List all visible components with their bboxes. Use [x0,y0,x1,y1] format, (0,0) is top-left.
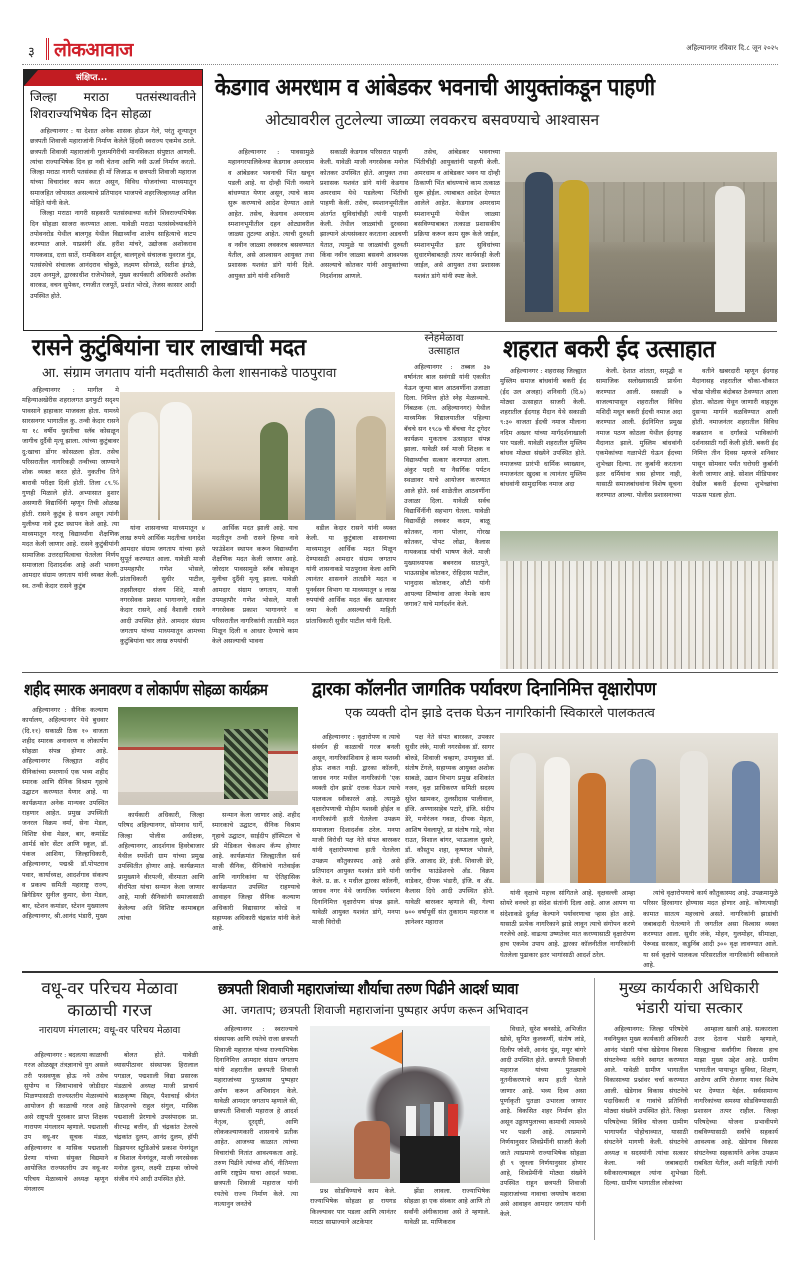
shivaji-subheadline: आ. जगताप; छत्रपती शिवाजी महाराजांना पुष्पहार अर्पण करून अभिवादन [222,1003,529,1017]
bhandari-column-2: आम्हाला खात्री आहे. सत्काराला उत्तर देताना भंडारी म्हणाले, जिल्ह्याचा सर्वांगीण विकास हाच माझा मुख्य उद्देश आहे. ग्रामीण भागातील पायाभूत सुविधा, शिक्षण, आरोग्य आणि रोजगार यावर विशेष भर देण्यात येईल. सर्वसामान्य नागरिकांच्या समस्या सोडविण्यासाठी प्रशासन तत्पर राहील. जिल्हा परिषदेच्या योजना प्रभावीपणे राबविण्यासाठी सर्वांचे सहकार्य आवश्यक आहे. खेडेगाव विकास संघटनेच्या सहकार्याने अनेक उपक्रम राबविता येतील, अशी माहिती त्यांनी दिली. [694,1025,778,1178]
eid-column-1: अहिल्यानगर : शहरासह जिल्ह्यात मुस्लिम समाज बांधवांनी बकरी ईद (ईद उल अजहा) शनिवारी (दि.७) मोठ्या उत्साहात साजरी केली. शहरातील ईदगाह मैदान येथे सकाळी ९:३० वाजता ईदची नमाज मौलाना नदिम अख्तर यांच्या मार्गदर्शनाखाली पार पडली. यावेळी शहरातील मुस्लिम बांधव मोठ्या संख्येने उपस्थित होते. नमाजच्या प्रारंभी धार्मिक व्याख्यान, नमाजनंतर खुदबा व त्यानंतर मुस्लिम बांधवांनी सामुदायिक नमाज अदा [500,367,586,489]
rasne-column-3: आर्थिक मदत झाली आहे. याच मदतीतून तन्वी रासने हिच्या नावे फाउंडेशन स्थापन करून विद्यार्थ्यांना शैक्षणिक मदत केली जाणार आहे. जोरदार पावसामुळे स्लॅब कोसळून मुलीचा दुर्दैवी मृत्यू झाला. यावेळी आमदार संग्राम जगताप, माजी उपमहापौर गणेश भोसले, माजी नगरसेवक प्रकाश भागानगरे व परिसरातील नागरिकांनी तातडीने मदत मिळून दिली व आधार देण्याचे काम केले असल्याची भावना [212,524,298,646]
photo-person [356,416,386,520]
photo-person [559,180,589,312]
bhandari-column-1: अहिल्यानगर: जिल्हा परिषदेचे नवनियुक्त मुख्य कार्यकारी अधिकारी आनंद भंडारी यांचा खेडेगाव विकास संघटनेच्या वतीने स्वागत करण्यात आले. यावेळी ग्रामीण भागातील विकासाच्या प्रश्नांवर चर्चा करण्यात आली. खेडेगाव विकास संघटनेचे पदाधिकारी व गावांचे प्रतिनिधी मोठ्या संख्येने उपस्थित होते. जिल्हा परिषदेच्या विविध योजना ग्रामीण भागापर्यंत पोहोचाव्यात, यासाठी संघटनेने मागणी केली. संघटनेचे अध्यक्ष व सदस्यांनी त्यांचा सत्कार केला. नवी जबाबदारी स्वीकारल्याबद्दल त्यांना शुभेच्छा दिल्या. ग्रामीण भागातील लोकांच्या [604,1025,688,1188]
lead-subheadline: ओट्यावरील तुटलेल्या जाळ्या लवकरच बसवण्याचे आश्वासन [265,111,600,129]
photo-person [305,408,335,520]
shivaji-column-3: झेंडा लावला. राज्याभिषेक सोहळा हा एक संस्कार आहे आणि तो सर्वांनी अंगीकारावा असे ते म्हणाले. यावेळी प्रा. माणिकराव [404,1187,490,1226]
photo-person [630,759,656,883]
shivaji-column-1: अहिल्यानगर : स्वराज्याचे संस्थापक आणि रयतेचे राजा छत्रपती शिवाजी महाराज यांच्या राज्याभिषेक दिनानिमित्त आमदार संग्राम जगताप यांनी शहरातील छत्रपती शिवाजी महाराजांच्या पुतळ्यास पुष्पहार अर्पण करून अभिवादन केले. यावेळी आमदार जगताप म्हणाले की, छत्रपती शिवाजी महाराज हे आदर्श नेतृत्व, दूरदृष्टी, आणि लोककल्याणकारी शासनाचे प्रतीक आहेत. आजच्या काळात त्यांच्या विचारांची नितांत आवश्यकता आहे. तरुण पिढीने त्यांच्या शौर्य, नीतिमत्ता आणि राष्ट्रप्रेम याचा आदर्श घ्यावा. छत्रपती शिवाजी महाराज यांनी रयतेचे राज्य निर्माण केले. त्या नात्यानुन जनतेचे [214,1025,298,1209]
memorial-building-photo [118,707,298,805]
brand-logo: लोकआवाज [54,39,133,61]
rasne-column-2: यांना शासनाच्या माध्यमातून ४ लाख रुपये आर्थिक मदतीचा धनादेश आमदार संग्राम जगताप यांच्या हस्ते सुपूर्त करण्यात आला. यावेळी माजी उपमहापौर गणेश भोसले, प्रांताधिकारी सुधीर पाटील, तहसीलदार संजय शिंदे, माजी नगरसेवक प्रकाश भागानगरे, वडील केदार रासने, आई वैशाली रासने आदी उपस्थित होते. आमदार संग्राम जगताप यांच्या माध्यमातून आमच्या कुटुंबियांना चार लाख रुपयांची [120,524,205,646]
rasne-column-4: वडील केदार रासने यांनी व्यक्त केली. या कुटुंबाला शासनाच्या माध्यमातून आर्थिक मदत मिळून देण्यासाठी आमदार संग्राम जगताप यांनी शासनाकडे पाठपुरावा केला आणि त्यानंतर शासनाने तातडीने मदत व पुनर्वसन विभाग या माध्यमातून ४ लाख रुपयांची आर्थिक मदत बँक खात्यावर जमा केली असल्याची माहिती प्रांताधिकारी सुधीर पाटील यांनी दिली. [306,524,396,625]
photo-person [715,186,745,312]
brief-corner [24,70,38,86]
photo-person [128,412,158,520]
shivaji-column-2: प्रश्न सोडविण्याचे काम केले. राज्याभिषेक सोहळा हा रायगड किल्ल्यावर पार पडला आणि त्यानंतर मराठा साम्राज्याने अटकेपार [310,1187,396,1226]
brief-paragraph: अहिल्यानगर : या देशात अनेक शासक होऊन गेले, परंतु शून्यातून छत्रपती शिवाजी महाराजांनी निर्माण केलेले हिंदवी स्वराज्य एकमेव ठरले. छत्रपती शिवाजी महाराजांनी गुलामगिरीची मानसिकता संपुष्टात आणली. त्यांचा राज्याभिषेक दिन हा नवी चेतना आणि नवी ऊर्जा निर्माण करतो. जिल्हा मराठा नागरी पतसंस्था ही माँ जिजाऊ व छत्रपती शिवाजी महाराज यांच्या विचारांवर काम करत असून, विविध योजनांच्या माध्यमातून समाजहित जोपासत असल्याचे प्रतिपादन भाजपचे शहरजिल्हाध्यक्ष अनिल मोहिते यांनी केले. [30,127,197,208]
photo-person [406,1106,416,1136]
section-rule [215,331,777,332]
photo-crowd [500,561,778,669]
dwarka-column-2: पक्ष नेते संपत बारस्कर, उपकार सुधीर लंके, माजी नगरसेवक डॉ. सागर बोरुडे, शिवाजी चव्हाण, उपायुक्त डॉ. संतोष टेंगले, सहाय्यक आयुक्त अशोक साबळे, उद्यान विभाग प्रमुख शशिकांत नजन, वृक्ष प्राधिकरण समिती सदस्य सुरेश खामकर, तुलसीदास पालीवाल, इंजि. अण्णासाहेब पटारे, इंजि. संदीप डेरे, मनोरंजन गवळ, दीपक मेहता, आशिष येवलापूरे, प्रा संतोष गाडे, नरेश राउत, विशाल बांगर, भाऊलाल सुसरे, डॉ. कौस्तुभ शहा, कृष्णाल भोसले, इंजि. आजाद डेरे, इंजी. शिवाजी डेरे, जागीच फाउंडेशनचे अ‍ॅड. विक्रम वाडेकर, दीपक भंडारी, इंजि. व अ‍ॅड. कैलास दिघे आदी उपस्थित होते. यावेळी बारस्कर म्हणाले की, गेल्या ७०० वर्षापूर्वी संत तुकाराम महाराज व ज्ञानेश्वर महाराज [405,733,494,927]
saffron-flag [370,1032,402,1064]
vadhu-headline-line2: काळाची गरज [67,1001,152,1021]
horse-statue [354,1121,390,1179]
section-rule [22,971,778,973]
photo-person [510,753,536,883]
brief-body [24,123,202,323]
lead-column-2: सकाळी केडगाव परिसरात पाहणी केली. यावेळी माजी नगरसेवक मनोज कोतकर उपस्थित होते. आयुक्त तथा प्रशासक यशवंत डांगे यांनी केडगाव अमरधाम येथे पडलेल्या भिंतीची पाहणी केली. तसेच, स्मशानभूमीतील अंतर्गत सुविधांचीही त्यांनी पाहणी केली. तेथील जाळ्यांची दुरवस्था झाल्याने अंत्यसंस्कार करताना अडचणी येतात, त्यामुळे या जाळ्यांची दुरुस्ती किंवा नवीन जाळ्या बसवणे आवश्यक असल्याचे कोतकर यांनी आयुक्तांच्या निदर्शनास आणले. [320,148,408,280]
dwarka-column-4: त्यांचे वृक्षारोपणाचे कार्य कौतुकास्पद आहे. उपक्रमामुळे परिसर हिरवागार होण्यास मदत होणार आहे. कोणत्याही कामात सातत्य महत्त्वाचे असते. नागरिकांनी झाडांची जबाबदारी घेतल्याने ती जगतील असा विश्वास व्यक्त करण्यात आला. सुधीर लंके, मोहन, गुलमोहर, सीमाक्षा, पेरूवड सरकार, कडुनिंब आदी ३०० वृक्ष लावण्यात आले. या सर्व वृक्षांचे पालकत्व परिसरातील नागरिकांनी स्वीकारले आहे. [643,889,778,970]
eid-column-2: केली. देशात शांतता, समृद्धी व सामाजिक सलोख्यासाठी प्रार्थना करण्यात आली. सकाळी ७ वाजल्यापासून शहरातील विविध मशिदी मधून बकरी ईदची नमाज अदा करण्यात आली. ईदनिमित्त प्रमुख नमाज पठण कोठला येथील ईदगाह मैदानात झाले. मुस्लिम बांधवांनी एकमेकांच्या गळाभेटी घेऊन ईदच्या शुभेच्छा दिल्या. तर कुर्बानी करताना इतर धर्मियांना त्रास होणार नाही, यासाठी समाजबांधवांना विशेष सूचना करण्यात आल्या. पोलीस प्रशासनाच्या [596,367,682,499]
dwarka-column-1: अहिल्यानगर : वृक्षारोपण व त्याचे संवर्धन ही काळाची गरज बनली असून, नागरिकांशिवाय हे काम यशस्वी होऊ शकत नाही. द्वारका कॉलनी, जाधव नगर मधील नागरिकांनी 'एक व्यक्ती दोन झाडे' दत्तक घेऊन त्याचे पालकत्व स्वीकारले आहे. त्यामुळे वृक्षारोपणाची मोहीम यशस्वी होईल व नागरिकांनी हाती घेतलेला उपक्रम समाजाला दिशादर्शक ठरेल. मनपा माजी विरोधी पक्ष नेते संपत बारस्कर यांनी वृक्षारोपणाचा हाती घेतलेला उपक्रम कौतुकास्पद आहे असे प्रतिपादन आयुक्त यशवंत डांगे यांनी केले. प्र. क्र. १ मधील द्वारका कॉलनी, जाधव नगर येथे जागतिक पर्यावरण दिनानिमित्त वृक्षारोपण संपन्न झाले. यावेळी आयुक्त यशवंत डांगे, मनपा माजी विरोधी [312,733,400,927]
photo-person [160,402,192,520]
vadhu-headline-line1: वधू-वर परिचय मेळावा [41,979,178,999]
photo-person [434,1102,444,1136]
dwarka-subheadline: एक व्यक्ती दोन झाडे दत्तक घेऊन नागरिकांनी स्विकारले पालकतत्व [345,706,655,721]
vadhu-column-1: अहिल्यानगर : बदलत्या काळाची गरज ओळखून तंत्रज्ञानाचे युग असले तरी फसवणूक होऊ नये तसेच सुयोग्य व जिवाभावाचे जोडीदार मिळण्यासाठी राज्यस्तरीय मेळाव्यांचे आयोजन ही काळाची गरज आहे असे राष्ट्रपती पुरस्कार प्राप्त शिक्षक नारायण मंगलारम म्हणाले. पद्मशाली उप वधू-वर सूचक मंडळ, अहिल्यानगर व मासिक पद्मशाली प्रेरणा यांच्या संयुक्त विद्यमाने आयोजित राज्यस्तरीय उप वधू-वर परिचय मेळाव्याचे अध्यक्ष म्हणून मंगलारम [24,1051,108,1193]
photo-person [544,757,570,883]
brief-label: संक्षिप्त... [76,73,108,83]
photo-person [260,422,288,520]
platform [400,1136,460,1183]
inspection-photo [505,152,777,322]
vadhu-subheadline: नारायण मंगलारम; वधू-वर परिचय मेळावा [38,1025,181,1036]
shahid-column-3: सन्मान केला जाणार आहे. शहीद स्मारकाचे उद्घाटन, सैनिक विश्राम गृहाचे उद्घाटन, साईदीप हॉस्पिटल चे फ्री मेडिकल चेकअप कॅम्प होणार आहे. कार्यक्रमांत जिल्ह्यातील सर्व माजी सैनिक, सैनिकांचे नातेवाईक आणि नागरिकांना या ऐतिहासिक कार्यक्रमात उपस्थित राहण्याचे आवाहन जिल्हा सैनिक कल्याण अधिकारी विद्यासागर कोरडे व सहाय्यक अधिकारी चंद्रकांत यांनी केले आहे. [212,811,300,933]
rasne-subheadline: आ. संग्राम जगताप यांनी मदतीसाठी केला शासनाकडे पाठपुरावा [42,366,337,381]
shahid-headline: शहीद स्मारक अनावरण व लोकार्पण सोहळा कार्यक्रम [24,680,268,699]
photo-tower [224,729,268,799]
shahid-column-1: अहिल्यानगर : सैनिक कल्याण कार्यालय, अहिल्यानगर येथे बुधवार (दि.११) सकाळी ठिक १० वाजता शहीद स्मारक अनावरण व लोकार्पण सोहळा संपन्न होणार आहे. अहिल्यानगर जिल्ह्यात शहीद सैनिकांच्या स्मरणार्थ एक भव्य शहीद स्मारक आणि सैनिक विश्राम गृहाचे उद्घाटन करण्यात येणार आहे. या कार्यक्रमात अनेक मान्यवर उपस्थित राहणार आहेत. प्रमुख उपस्थिती जनरल विक्रम वर्मा, सेना मेडल, विशिष्ट सेवा मेडल, बार, कमांडेंट आर्मर्ड कोर सेंटर आणि स्कूल, डॉ. पंकज आशिया, जिल्हाधिकारी, अहिल्यानगर, पद्मश्री डॉ.पोपटराव पवार, कार्याध्यक्ष, आदर्शगाव संकल्प व प्रकल्प समिती महाराष्ट्र राज्य, ब्रिगेडियर सुनील कुमार, सेना मेडल, बार, स्टेशन कमांडर, स्टेशन मुख्यालय अहिल्यानगर, श्री.आनंद भंडारी, मुख्य [22,706,108,920]
masthead-divider [46,38,49,60]
photo-person [525,172,553,312]
vadhu-column-2: बोलत होते. यावेळी व्यासपीठावर संस्थापक हिरालाल पगडाल, पद्मशाली विद्या प्रसारक मंडळाचे अध्यक्ष माजी प्राचार्य बाळकृष्ण सिद्दम, पैशाचाई श्रीनंत क्रिएशनचे राहुल संगुल, मासिक पद्मशाली प्रेरणाचे उपसंपादक प्रा. वीरभद्र बत्तीन, डी चंद्रकांत टेलरचे चंद्रकांत दुलम, आनंद दुलम, हॉपी डिझायनर स्टुडिओचे प्रकाश येनगंदूल व विशाल येनगंदूल, माजी नगरसेवक मनोज दुलम, लक्ष्मी टाइम्स जोयचे संजीव गंभे आदी उपस्थित होते. [114,1051,198,1183]
rasne-column-1: अहिल्यानगर : मागील मे महिन्याअखेरीस शहरालगत ढगफुटी सदृश्य पावसाने हाहाकार माजवला होता. यामध्ये सारसनगर भागातील कु. तन्वी केदार रासने या १८ वर्षीय युवतीचा स्लॅब कोसळून जागीच दुर्दैवी मृत्यू झाला. त्यांच्या कुटुंबावर दु:खाचा डोंगर कोसळला होता. तसेच परिसरातील नागरिकही तन्वीच्या जाण्याने शोक व्यक्त करत होते. नुकतीच तिने बारावी परीक्षा दिली होती. तिला ८९.% गुणही मिळाले होते. अभ्यासात हुशार असणारी विद्यार्थिनी म्हणून तिची ओळख होती. रासने कुटुंब हे सधन असून त्यांनी मुलीच्या नावे ट्रस्ट स्थापन केले आहे. त्या माध्यमातून गरजू विद्यार्थ्यांना शैक्षणिक मदत केली जाणार आहे. रासने कुटुंबीयांनी सामाजिक उत्तरदायित्वाचा घेतलेला निर्णय समाजाला दिशादर्शक आहे अशी भावना आमदार संग्राम जगताप यांनी व्यक्त केली. स्व. तन्वी केदार रासने कुटुंब [22,386,119,590]
shivaji-statue-photo [310,1026,490,1183]
lead-headline: केडगाव अमरधाम व आंबेडकर भवनाची आयुक्तांकडून पाहणी [215,73,655,101]
lead-column-1: अहिल्यानगर : पावसामुळे महानगरपालिकेच्या केडगाव अमरधाम व आंबेडकर भवनाची भिंत खचून पडली आहे. या दोन्ही भिंती नव्याने बांधण्यात येणार असून, त्याचे काम सुरू करण्याचे आदेश देण्यात आले आहेत. तसेच, केडगाव अमरधाम स्मशानभूमीतील दहन ओट्यावरील जाळ्या तुटल्या आहेत. त्याची दुरुस्ती व नवीन जाळ्या लवकरच बसवण्यात येतील, असे आश्वासन आयुक्त तथा प्रशासक यशवंत डांगे यांनी दिले. आयुक्त डांगे यांनी शनिवारी [228,148,314,280]
bhandari-headline-line2: भंडारी यांचा सत्कार [635,999,743,1017]
photo-building [268,751,298,791]
dwarka-headline: द्वारका कॉलनीत जागतिक पर्यावरण दिनानिमित्त वृक्षारोपण [312,679,656,700]
photo-building [118,747,228,792]
shivaji-headline: छत्रपती शिवाजी महाराजांच्या शौर्याचा तरुण पिढीने आदर्श घ्यावा [218,980,518,998]
brief-title: जिल्हा मराठा पतसंस्थावतीने शिवराज्यभिषेक दिन सोहळा [30,90,196,121]
snehmelava-headline-line2: उत्साहात [428,346,460,357]
section-rule [22,672,778,673]
page-number: ३ [28,45,35,60]
cheque-handover-photo [120,392,395,520]
eid-column-3: वतीने खबरदारी म्हणून ईदगाह मैदानासह शहरातील चौका-चौकात चोख पोलीस बंदोबस्त ठेवण्यात आला होता. कोठला येथून जाणारी वाहतूक दुसऱ्या मार्गाने वळविण्यात आली होती. नमाजनंतर शहरातील विविध कब्रस्तान व दर्गांकडे भाविकांनी दर्शनासाठी गर्दी केली होती. बकरी ईद निमित्त तीन दिवस म्हणजे शनिवार पासून सोमवार पर्यंत घरोघरी कुर्बानी केली जाणार आहे. सोशल मीडियावर देखील बकरी ईदच्या शुभेच्छांचा पाऊस पडला होता. [692,367,778,499]
masthead-rule [22,64,778,65]
snehmelava-headline-line1: स्नेहमेळावा [424,333,464,344]
shivaji-column-4: विधाते, सुरेश बनसोडे, अभिजीत खोसे, सुमित कुलकर्णी, संतोष लांडे, दिलीप जोशी, आनंद पुंड, मयूर बांगरे आदी उपस्थित होते. छत्रपती शिवाजी महाराज यांच्या पुतळ्याचे नूतनीकरणाचे काम हाती घेतले जाणार आहे. भव्य दिव्य असा पूर्णाकृती पुतळा उभारला जाणार आहे. विकसित शहर निर्माण होत असून उड्डाणपुलाच्या कामाची त्यामध्ये भर पडली आहे. त्याप्रमाणे निर्णयानुसार शिवप्रेमींनी साजरी केली जाते त्याप्रमाणे राज्याभिषेक सोहळा ही ९ जूनला निर्णयानुसार होणार आहे, शिवप्रेमींनी मोठ्या संख्येने उपस्थित राहून छत्रपती शिवाजी महाराजांच्या नावाचा जयघोष करावा असे आवाहन आमदार जगताप यांनी केले. [500,1025,586,1219]
brief-paragraph: जिल्हा मराठा नागरी सहकारी पतसंस्थाच्या वतीने शिवराज्यभिषेक दिन सोहळा साजरा करण्यात आला. यावेळी मराठा पतसंस्थेच्यावतीने तपोवनरोड येथील बालगृह येथील विद्यार्थ्यांना शालेय साहित्याचे वाटप करण्यात आले. याप्रसंगी अ‍ॅड. हरीश मांचरे, उद्योजक अशोकराव गायकवाड, दत्ता सातें, रामकिसन शार्दूल, बालगृहचे संचालक युवराज गुंड, पतसंस्थेचे संचालक आनंदराव चोबुळे, लक्ष्मण सोनाळे, सतीश इंगळे, उदय अनमुले, द्वारकाधीश राजेभोसले, मुख्य कार्यकारी अधिकारी अशोक वारकड, वचन सुपेकर, रणजीत रजपूतें, प्रशांत भोरडे, तेजस कासार आदी उपस्थित होते. [30,209,196,300]
snehmelava-body: अहिल्यानगर : तब्बल ३७ वर्षानंतर बाल सवंगडी यांनी एकत्रीत येऊन जुन्या बाल आठवणींना उजाळा दिला. निमित्त होते स्नेह मेळाव्याचे. निंबळक (ता. अहिल्यानगर) येथील माध्यमिक विद्यालयातील पहिल्या बॅचचे सन १९८७ ची बॅचचा गेट टूगेदर कार्यक्रम मुकताच उत्साहात संपन्न झाला. यावेळी सर्व माजी शिक्षक व विद्यार्थ्यांचा सत्कार करण्यात आला. अंकुर पदरी या नैसर्गिक पर्यटन स्थळावर याचे आयोजन करण्यात आले होते. सर्व शाळेतील आठवणींना उजाळा दिला. यावेळी सर्वच विद्यार्थिनींनी सहभाग घेतला. यावेळी विद्यार्थीही लवकर कदम, बाळू कोतकर, नाना पोलार, गोरख कोतकर, पोपट लोढा, कैलास गायकवाड यांची भाषण केले. माजी मुख्याध्यापक बबनराव सातपुते, भाऊसाहेब कोतकर, रोहिदास पाटील, भानुदास कोतकर, औटी यांनी आपल्या शिष्यांना आजा नेमके काय जगाव? याचे मार्गदर्शन केले. [404,363,490,608]
eid-prayer-photo [500,531,778,669]
masthead [10,38,790,62]
vadhu-headline [22,978,197,1038]
photo-person [578,773,606,883]
lead-column-3: तसेच, आंबेडकर भवनाच्या भिंतीचीही आयुक्तांनी पाहणी केली. अमरधाम व आंबेडकर भवन या दोन्ही ठिकाणी भिंत बांधण्याचे काम तत्काळ सुरू होईल. त्याबाबत आदेश देण्यात आलेले आहेत. केडगाव अमरधाम स्मशानभूमी येथील जाळ्या बसविण्याबाबत तत्काळ प्रशासकीय प्रक्रिया करून काम सुरू केले जाईल, स्मशानभूमीत इतर सुविधांच्या सुधारणेबाबतही तत्पर कार्यवाही केली जाईल, असे आयुक्त तथा प्रशासक यशवंत डांगे यांनी स्पष्ट केले. [414,148,500,280]
shahid-column-2: कार्यकारी अधिकारी, जिल्हा परिषद अहिल्यानगर, सोमनाथ घार्गे, जिल्हा पोलीस अधीक्षक, अहिल्यानगर, आदर्शगाव हिवरेबाजार येथील स्पर्धेशी ग्राम यांच्या प्रमुख उपस्थितीत होणार आहे. कार्यक्रमात प्रामुख्याने वीरपत्नी, वीरमाता आणि वीरपिता यांचा सन्मान केला जाणार आहे, माजी सैनिकांनी समाजासाठी केलेल्या अति विशिष्ट कामाबद्दल त्यांचा [118,811,204,922]
tree-plantation-photo [500,733,778,883]
photo-person [680,751,708,883]
photo-person [448,1104,458,1136]
photo-person [420,1104,430,1136]
column-divider [594,978,595,1240]
rasne-headline: रासने कुटुंबियांना चार लाखाची मदत [32,335,306,361]
bhandari-headline [598,978,780,1018]
brief-label-bar [24,70,202,86]
eid-headline: शहरात बकरी ईद उत्साहात [503,335,715,363]
brief-box [23,69,203,331]
dateline: अहिल्यानगर रविवार दि.८ जून २०२५ [686,44,778,52]
dwarka-column-3: यांनी वृक्षाचे महत्त्व सांगितले आहे. वृक्षवल्ली आम्हा सोयरे वनचरे हा संदेश संतांनी दिला आहे. आज आपण या संदेशाकडे दुर्लक्ष केल्याने पर्यावरणाचा ऱ्हास होत आहे. यासाठी प्रत्येक नागरिकाने झाडे लावून त्याचे संगोपन करणे गरजेचे आहे. वाढत्या उष्णतेवर मात करण्यासाठी वृक्षारोपण हाच एकमेव उपाय आहे. द्वारका कॉलनीतील नागरिकांनी घेतलेला पुढाकार इतर भागांसाठी आदर्श ठरेल. [500,889,635,959]
photo-person [732,761,760,883]
snehmelava-headline [404,332,484,358]
bhandari-headline-line1: मुख्य कार्यकारी अधिकारी [618,979,760,997]
